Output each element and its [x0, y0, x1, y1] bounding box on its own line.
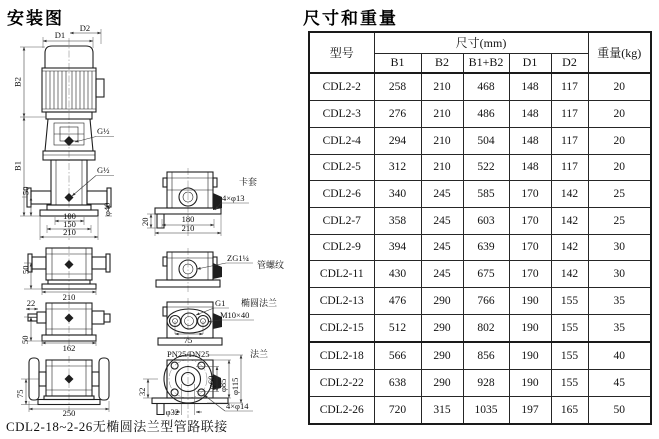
- value-cell: 504: [463, 127, 509, 154]
- value-cell: 142: [551, 234, 588, 261]
- dim-label-v4-75: 75: [15, 389, 25, 398]
- value-cell: 165: [551, 396, 588, 424]
- value-cell: 638: [374, 369, 421, 396]
- value-cell: 35: [588, 287, 651, 314]
- value-cell: 294: [374, 127, 421, 154]
- dim-label-v2-50: 50: [20, 265, 31, 274]
- model-cell: CDL2-22: [309, 369, 374, 396]
- value-cell: 197: [509, 396, 551, 424]
- table-row: [309, 127, 651, 154]
- dim-label-r1-180: 180: [181, 214, 195, 224]
- value-cell: 210: [421, 154, 463, 181]
- value-cell: 522: [463, 154, 509, 181]
- value-cell: 20: [588, 73, 651, 101]
- value-cell: 245: [421, 181, 463, 208]
- dim-label-v3-162: 162: [62, 343, 76, 353]
- value-cell: 394: [374, 234, 421, 261]
- dim-label-v2-210: 210: [62, 292, 76, 302]
- header-d1: D1: [509, 53, 551, 73]
- dim-label-r3-75: 75: [183, 335, 193, 345]
- value-cell: 170: [509, 234, 551, 261]
- table-row: [309, 369, 651, 396]
- value-cell: 1035: [463, 396, 509, 424]
- value-cell: 148: [509, 101, 551, 128]
- label-bolt-holes-13: 4×φ13: [222, 193, 245, 203]
- value-cell: 312: [374, 154, 421, 181]
- value-cell: 245: [421, 207, 463, 234]
- value-cell: 170: [509, 261, 551, 288]
- value-cell: 117: [551, 154, 588, 181]
- model-cell: CDL2-11: [309, 261, 374, 288]
- dim-label-v3-22: 22: [26, 298, 36, 308]
- header-d2: D2: [551, 53, 588, 73]
- dim-label-210: 210: [63, 227, 76, 237]
- table-row: [309, 396, 651, 424]
- model-cell: CDL2-18: [309, 342, 374, 370]
- value-cell: 170: [509, 207, 551, 234]
- value-cell: 170: [509, 181, 551, 208]
- value-cell: 155: [551, 369, 588, 396]
- installation-diagram: [0, 0, 300, 439]
- value-cell: 142: [551, 207, 588, 234]
- table-row: [309, 73, 651, 101]
- value-cell: 766: [463, 287, 509, 314]
- table-row: [309, 207, 651, 234]
- label-pn25-dn25: PN25/DN25: [167, 349, 210, 359]
- model-cell: CDL2-6: [309, 181, 374, 208]
- model-cell: CDL2-13: [309, 287, 374, 314]
- value-cell: 20: [588, 154, 651, 181]
- label-g1-port: G1: [215, 298, 226, 308]
- value-cell: 190: [509, 342, 551, 370]
- dim-label-r4-32: 32: [137, 387, 147, 396]
- dim-label-phi85: φ85: [218, 378, 228, 392]
- value-cell: 585: [463, 181, 509, 208]
- value-cell: 148: [509, 73, 551, 101]
- dim-label-150: 150: [63, 219, 76, 229]
- value-cell: 210: [421, 73, 463, 101]
- label-flange: 法兰: [250, 349, 269, 359]
- header-weight: 重量(kg): [588, 32, 651, 73]
- value-cell: 468: [463, 73, 509, 101]
- dim-label-50: 50: [20, 186, 31, 195]
- value-cell: 675: [463, 261, 509, 288]
- base-view-3: [20, 298, 110, 353]
- value-cell: 566: [374, 342, 421, 370]
- dim-label-b2: B2: [12, 77, 23, 87]
- port-label-g-half-upper: G½: [97, 126, 110, 136]
- table-row: [309, 181, 651, 208]
- dimensions-weight-table: [308, 31, 652, 425]
- value-cell: 276: [374, 101, 421, 128]
- value-cell: 155: [551, 314, 588, 342]
- header-size-group: 尺寸(mm): [374, 32, 588, 53]
- port-label-g-half-lower: G½: [97, 165, 110, 175]
- value-cell: 117: [551, 101, 588, 128]
- dim-label-d2: D2: [79, 23, 91, 33]
- value-cell: 430: [374, 261, 421, 288]
- table-row: [309, 261, 651, 288]
- model-cell: CDL2-3: [309, 101, 374, 128]
- table-header: [309, 32, 651, 73]
- model-cell: CDL2-4: [309, 127, 374, 154]
- clamp-connection-view: [140, 168, 257, 236]
- value-cell: 290: [421, 369, 463, 396]
- value-cell: 25: [588, 181, 651, 208]
- dim-label-v3-50: 50: [20, 335, 30, 344]
- table-row: [309, 101, 651, 128]
- dim-label-phi115: φ115: [230, 377, 240, 395]
- value-cell: 148: [509, 127, 551, 154]
- model-cell: CDL2-9: [309, 234, 374, 261]
- value-cell: 45: [588, 369, 651, 396]
- table-row: [309, 154, 651, 181]
- label-zg-thread-size: ZG1¼: [227, 253, 249, 263]
- value-cell: 117: [551, 127, 588, 154]
- table-row: [309, 342, 651, 370]
- value-cell: 290: [421, 287, 463, 314]
- value-cell: 155: [551, 342, 588, 370]
- value-cell: 603: [463, 207, 509, 234]
- pipe-thread-connection-view: [156, 248, 284, 292]
- header-model: 型号: [309, 32, 374, 73]
- dim-label-r1-210: 210: [181, 223, 195, 233]
- dim-label-d1: D1: [54, 30, 66, 40]
- base-view-4: [15, 356, 109, 418]
- value-cell: 142: [551, 181, 588, 208]
- dim-label-b1: B1: [12, 161, 23, 171]
- table-body: [309, 73, 651, 424]
- dim-label-r1-20: 20: [140, 217, 150, 226]
- value-cell: 190: [509, 287, 551, 314]
- value-cell: 117: [551, 73, 588, 101]
- table-row: [309, 234, 651, 261]
- value-cell: 190: [509, 369, 551, 396]
- label-stud-m10x40: M10×40: [220, 310, 250, 320]
- dimensions-weight-title: 尺寸和重量: [303, 9, 398, 28]
- value-cell: 340: [374, 181, 421, 208]
- value-cell: 486: [463, 101, 509, 128]
- value-cell: 290: [421, 314, 463, 342]
- label-oval-flange: 椭圆法兰: [241, 298, 278, 308]
- model-cell: CDL2-5: [309, 154, 374, 181]
- value-cell: 476: [374, 287, 421, 314]
- value-cell: 190: [509, 314, 551, 342]
- value-cell: 856: [463, 342, 509, 370]
- pump-front-view: [13, 23, 115, 240]
- table-row: [309, 314, 651, 342]
- value-cell: 30: [588, 261, 651, 288]
- base-view-2: [21, 246, 111, 302]
- table-row: [309, 287, 651, 314]
- value-cell: 639: [463, 234, 509, 261]
- value-cell: 210: [421, 101, 463, 128]
- value-cell: 40: [588, 342, 651, 370]
- dim-label-v4-250: 250: [62, 408, 76, 418]
- dim-label-phi40: φ40: [102, 202, 112, 216]
- model-cell: CDL2-15: [309, 314, 374, 342]
- dim-label-phi32: φ32: [165, 407, 179, 417]
- dim-label-phi60: φ60: [206, 375, 216, 389]
- value-cell: 245: [421, 234, 463, 261]
- value-cell: 245: [421, 261, 463, 288]
- model-cell: CDL2-2: [309, 73, 374, 101]
- model-cell: CDL2-7: [309, 207, 374, 234]
- value-cell: 315: [421, 396, 463, 424]
- flange-connection-view: [137, 348, 268, 418]
- header-b1: B1: [374, 53, 421, 73]
- header-b1b2: B1+B2: [463, 53, 509, 73]
- value-cell: 512: [374, 314, 421, 342]
- value-cell: 290: [421, 342, 463, 370]
- value-cell: 802: [463, 314, 509, 342]
- diagram-caption: CDL2-18~2-26无椭圆法兰型管路联接: [6, 419, 228, 434]
- value-cell: 35: [588, 314, 651, 342]
- value-cell: 20: [588, 127, 651, 154]
- value-cell: 155: [551, 287, 588, 314]
- label-clamp-sleeve: 卡套: [239, 177, 258, 187]
- value-cell: 258: [374, 73, 421, 101]
- value-cell: 50: [588, 396, 651, 424]
- value-cell: 142: [551, 261, 588, 288]
- header-b2: B2: [421, 53, 463, 73]
- label-pipe-thread: 管螺纹: [257, 260, 285, 270]
- value-cell: 20: [588, 101, 651, 128]
- value-cell: 720: [374, 396, 421, 424]
- value-cell: 148: [509, 154, 551, 181]
- value-cell: 928: [463, 369, 509, 396]
- value-cell: 210: [421, 127, 463, 154]
- value-cell: 358: [374, 207, 421, 234]
- value-cell: 30: [588, 234, 651, 261]
- installation-diagram-title: 安装图: [7, 9, 64, 28]
- model-cell: CDL2-26: [309, 396, 374, 424]
- value-cell: 25: [588, 207, 651, 234]
- dim-label-100: 100: [63, 211, 76, 221]
- label-bolt-holes-14: 4×φ14: [226, 401, 249, 411]
- oval-flange-connection-view: [158, 297, 277, 348]
